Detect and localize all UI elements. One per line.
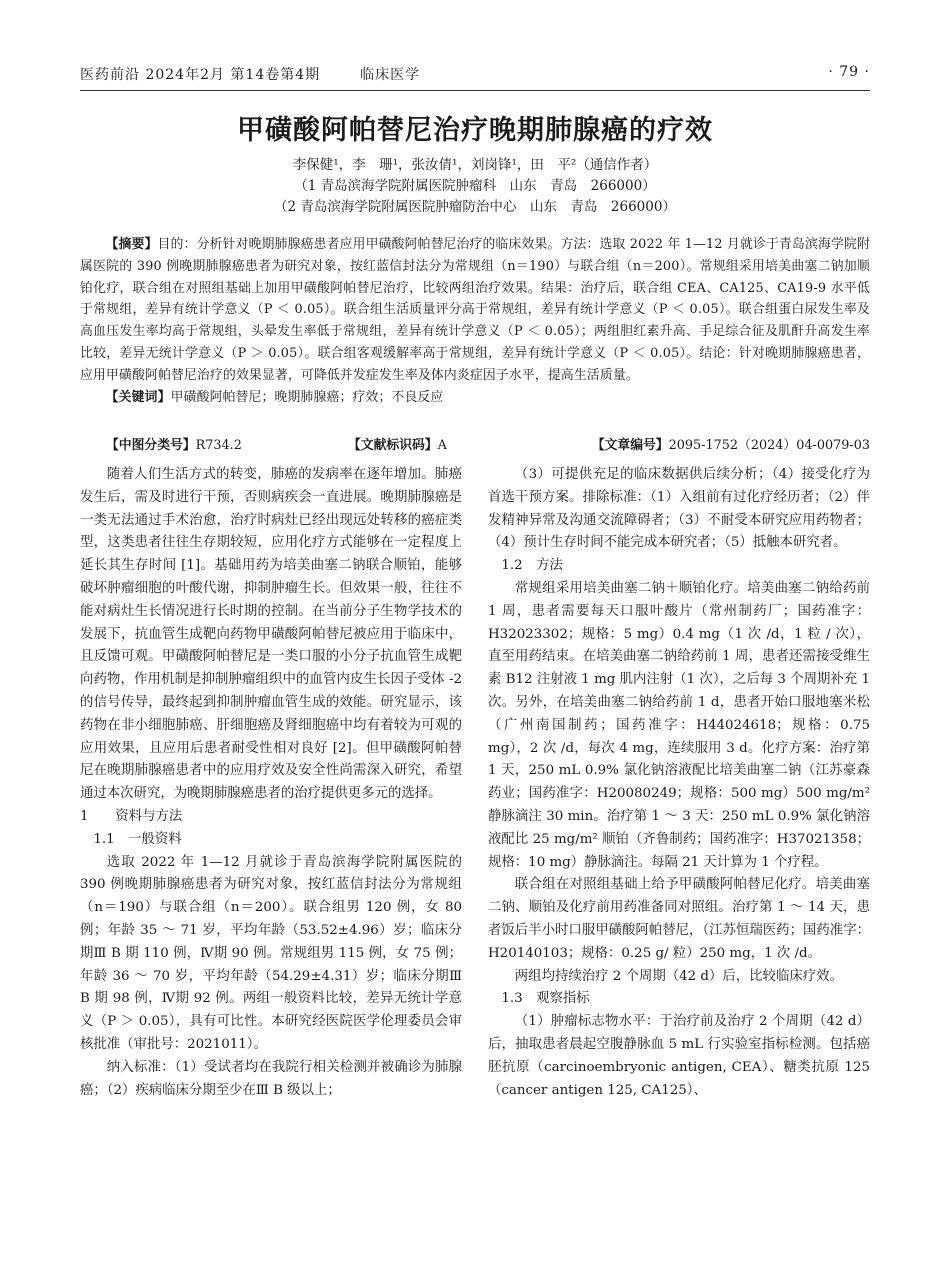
section-heading: 1.3 观察指标 bbox=[501, 991, 590, 1007]
body-paragraph: 两组均持续治疗 2 个周期（42 d）后，比较临床疗效。 bbox=[514, 968, 843, 984]
article-title: 甲磺酸阿帕替尼治疗晚期肺腺癌的疗效 bbox=[237, 115, 713, 146]
body-paragraph: 联合组在对照组基础上给予甲磺酸阿帕替尼化疗。培美曲塞二钠、顺铂及化疗前用药准备同对照组。治疗第 1 ～ 14 天，患者饭后半小时口服甲磺酸阿帕替尼，（江苏恒瑞医药；国药准字：H20140103；规格：0.25 g/ 粒）250 mg，1 次 /d。 bbox=[488, 877, 870, 961]
section-heading: 1 资料与方法 bbox=[80, 808, 183, 824]
body-paragraph: 纳入标准：（1）受试者均在我院行相关检测并被确诊为肺腺癌；（2）疾病临床分期至少在Ⅲ B 级以上； bbox=[80, 1059, 462, 1098]
keywords: 【关键词】甲磺酸阿帕替尼；晚期肺腺癌；疗效；不良反应 bbox=[105, 389, 444, 405]
clc-code: 【中图分类号】R734.2 bbox=[106, 438, 242, 453]
abstract: 【摘要】目的：分析针对晚期肺腺癌患者应用甲磺酸阿帕替尼治疗的临床效果。方法：选取 2022 年 1—12 月就诊于青岛滨海学院附属医院的 390 例晚期肺腺癌患者为研究对象，按红蓝信封法分为常规组（n＝190）与联合组（n＝200）。常规组采用培美曲塞二钠加顺铂化疗，联合组在对照组基础上加用甲磺酸阿帕替尼治疗，比较两组治疗效果。结果：治疗后，联合组 CEA、CA125、CA19-9 水平低于常规组，差异有统计学意义（P ＜ 0.05）。联合组生活质量评分高于常规组，差异有统计学意义（P ＜ 0.05）。联合组蛋白尿发生率及高血压发生率均高于常规组，头晕发生率低于常规组，差异有统计学意义（P ＜ 0.05）；两组胆红素升高、手足综合征及肌酐升高发生率比较，差异无统计学意义（P ＞ 0.05）。联合组客观缓解率高于常规组，差异有统计学意义（P ＜ 0.05）。结论：针对晚期肺腺癌患者，应用甲磺酸阿帕替尼治疗的效果显著，可降低并发症发生率及体内炎症因子水平，提高生活质量。 bbox=[80, 237, 870, 383]
body-column-left bbox=[80, 464, 462, 1102]
affiliation-1: （1 青岛滨海学院附属医院肿瘤科 山东 青岛 266000） bbox=[294, 178, 656, 194]
body-paragraph: （3）可提供充足的临床数据供后续分析；（4）接受化疗为首选干预方案。排除标准：（1）入组前有过化疗经历者；（2）伴发精神异常及沟通交流障碍者；（3）不耐受本研究应用药物者；（4）预计生存时间不能完成本研究者；（5）抵触本研究者。 bbox=[488, 467, 870, 551]
section-name: 临床医学 bbox=[360, 67, 421, 83]
classification-line bbox=[80, 434, 870, 454]
body-paragraph: 常规组采用培美曲塞二钠＋顺铂化疗。培美曲塞二钠给药前 1 周，患者需要每天口服叶酸片（常州制药厂；国药准字：H32023302；规格：5 mg）0.4 mg（1 次 /d，1 粒 / 次），直至用药结束。在培美曲塞二钠给药前 1 周，患者还需接受维生素 B12 注射液 1 mg 肌内注射（1 次），之后每 3 个周期补充 1 次。另外，在培美曲塞二钠给药前 1 d，患者开始口服地塞米松（广州南国制药；国药准字：H44024618；规格：0.75 mg），2 次 /d，每次 4 mg，连续服用 3 d。化疗方案：治疗第 1 天，250 mL 0.9% 氯化钠溶液配比培美曲塞二钠（江苏豪森药业；国药准字：H20080249；规格：500 mg）500 mg/m² 静脉滴注 30 min。治疗第 1 ～ 3 天：250 mL 0.9% 氯化钠溶液配比 25 mg/m² 顺铂（齐鲁制药；国药准字：H37021358；规格：10 mg）静脉滴注。每隔 21 天计算为 1 个疗程。 bbox=[488, 580, 870, 870]
page-number: · 79 · bbox=[828, 64, 870, 80]
journal-info: 医药前沿 2024年2月 第14卷第4期 临床医学 bbox=[80, 67, 421, 83]
body-paragraph: （1）肿瘤标志物水平：于治疗前及治疗 2 个周期（42 d）后，抽取患者晨起空腹静脉血 5 mL 行实验室指标检测。包括癌胚抗原（carcinoembryonic antigen, CEA）、糖类抗原 125（cancer antigen 125, CA125）、 bbox=[488, 1014, 870, 1098]
header-rule bbox=[80, 90, 870, 91]
section-heading: 1.1 一般资料 bbox=[93, 831, 182, 847]
body-column-right bbox=[488, 464, 870, 1102]
article-number: 【文章编号】2095-1752（2024）04-0079-03 bbox=[591, 438, 870, 453]
body-paragraph: 选取 2022 年 1—12 月就诊于青岛滨海学院附属医院的 390 例晚期肺腺癌患者为研究对象，按红蓝信封法分为常规组（n＝190）与联合组（n＝200）。联合组男 120 例，女 80 例；年龄 35 ～ 71 岁，平均年龄（53.52±4.96）岁；临床分期Ⅲ B 期 110 例，Ⅳ期 90 例。常规组男 115 例，女 75 例；年龄 36 ～ 70 岁，平均年龄（54.29±4.31）岁；临床分期Ⅲ B 期 98 例，Ⅳ期 92 例。两组一般资料比较，差异无统计学意义（P ＞ 0.05），具有可比性。本研究经医院医学伦理委员会审核批准（审批号：2021011）。 bbox=[80, 854, 462, 1052]
affiliation-2: （2 青岛滨海学院附属医院肿瘤防治中心 山东 青岛 266000） bbox=[274, 199, 676, 215]
body-paragraph: 随着人们生活方式的转变，肺癌的发病率在逐年增加。肺癌发生后，需及时进行干预，否则病疾会一直进展。晚期肺腺癌是一类无法通过手术治愈，治疗时病灶已经出现远处转移的癌症类型，这类患者往往生存期较短，应用化疗方式能够在一定程度上延长其生存时间 [1]。基础用药为培美曲塞二钠联合顺铂，能够破坏肿瘤细胞的叶酸代谢，抑制肿瘤生长。但效果一般，往往不能对病灶生长情况进行长时期的控制。在当前分子生物学技术的发展下，抗血管生成靶向药物甲磺酸阿帕替尼被应用于临床中，且反馈可观。甲磺酸阿帕替尼是一类口服的小分子抗血管生成靶向药物，作用机制是抑制肿瘤组织中的血管内皮生长因子受体 -2 的信号传导，最终起到抑制肿瘤血管生成的效能。研究显示，该药物在非小细胞肺癌、肝细胞癌及肾细胞癌中均有着较为可观的应用效果，且应用后患者耐受性相对良好 [2]。但甲磺酸阿帕替尼在晚期肺腺癌患者中的应用疗效及安全性尚需深入研究，希望通过本次研究，为晚期肺腺癌患者的治疗提供更多元的选择。 bbox=[80, 467, 462, 802]
abstract-block bbox=[80, 234, 870, 408]
document-code: 【文献标识码】A bbox=[348, 438, 447, 453]
author-list: 李保健¹，李 珊¹，张汝倩¹，刘岗锋¹，田 平²（通信作者） bbox=[292, 157, 658, 173]
section-heading: 1.2 方法 bbox=[501, 558, 563, 574]
